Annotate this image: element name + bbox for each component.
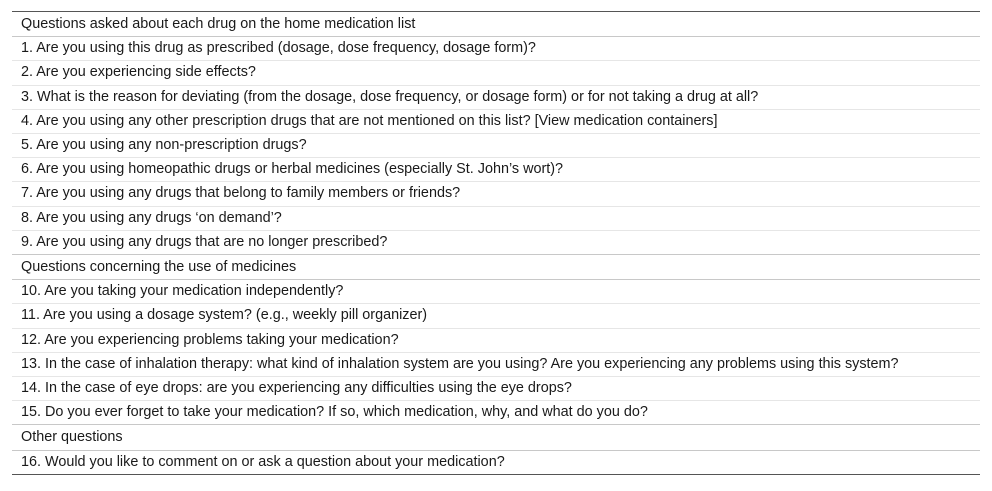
question-text: 1. Are you using this drug as prescribed (dosage, dose frequency, dosage form)?	[12, 37, 980, 61]
table-row	[12, 182, 980, 206]
table-row	[12, 61, 980, 85]
section-title: Questions concerning the use of medicines	[12, 255, 980, 280]
question-text: 16. Would you like to comment on or ask a question about your medication?	[12, 450, 980, 474]
question-text: 2. Are you experiencing side effects?	[12, 61, 980, 85]
question-text: 8. Are you using any drugs ‘on demand’?	[12, 206, 980, 230]
question-text: 9. Are you using any drugs that are no longer prescribed?	[12, 230, 980, 254]
section-header-row	[12, 255, 980, 280]
question-text: 10. Are you taking your medication independently?	[12, 280, 980, 304]
question-text: 4. Are you using any other prescription drugs that are not mentioned on this list? [View medication containers]	[12, 109, 980, 133]
questions-table	[12, 11, 980, 475]
question-text: 15. Do you ever forget to take your medication? If so, which medication, why, and what do you do?	[12, 401, 980, 425]
table-row	[12, 352, 980, 376]
table-row	[12, 401, 980, 425]
table-row	[12, 450, 980, 474]
question-text: 3. What is the reason for deviating (from the dosage, dose frequency, or dosage form) or for not taking a drug at all?	[12, 85, 980, 109]
question-text: 7. Are you using any drugs that belong to family members or friends?	[12, 182, 980, 206]
table-row	[12, 280, 980, 304]
table-row	[12, 304, 980, 328]
table-row	[12, 158, 980, 182]
table-row	[12, 109, 980, 133]
question-text: 12. Are you experiencing problems taking your medication?	[12, 328, 980, 352]
table-row	[12, 134, 980, 158]
table-row	[12, 85, 980, 109]
table-row	[12, 37, 980, 61]
question-text: 5. Are you using any non-prescription drugs?	[12, 134, 980, 158]
question-text: 11. Are you using a dosage system? (e.g., weekly pill organizer)	[12, 304, 980, 328]
table-row	[12, 206, 980, 230]
section-header-row	[12, 425, 980, 450]
questionnaire-document	[12, 11, 980, 475]
section-title: Other questions	[12, 425, 980, 450]
table-row	[12, 377, 980, 401]
question-text: 6. Are you using homeopathic drugs or herbal medicines (especially St. John’s wort)?	[12, 158, 980, 182]
table-row	[12, 328, 980, 352]
question-text: 14. In the case of eye drops: are you experiencing any difficulties using the eye drops?	[12, 377, 980, 401]
section-header-row	[12, 12, 980, 37]
question-text: 13. In the case of inhalation therapy: what kind of inhalation system are you using? Are you experiencing any problems using this system?	[12, 352, 980, 376]
table-row	[12, 230, 980, 254]
section-title: Questions asked about each drug on the home medication list	[21, 16, 416, 32]
